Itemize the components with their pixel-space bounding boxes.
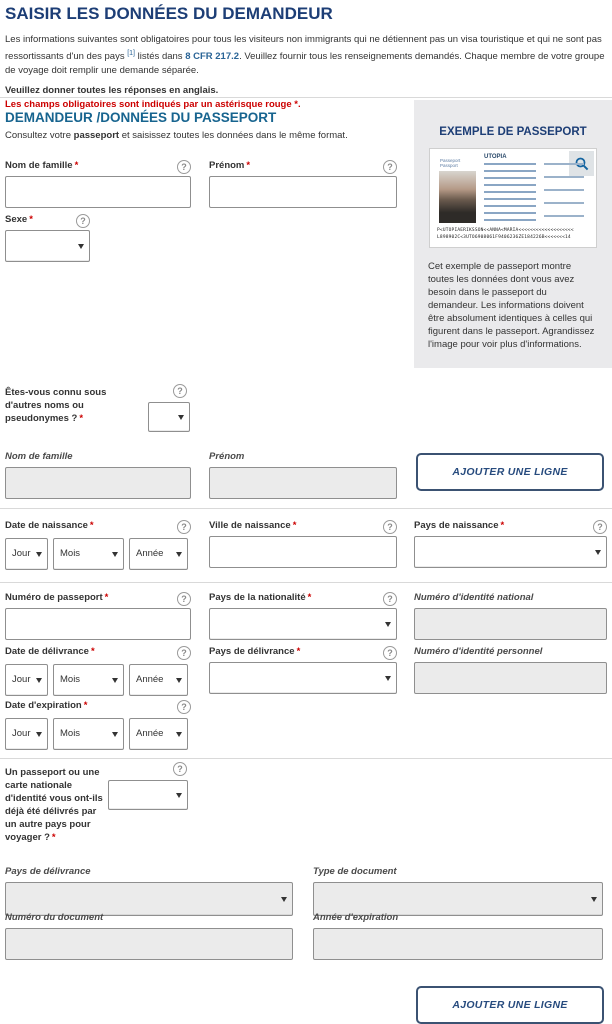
- chevron-down-icon: [591, 897, 597, 902]
- passport-sample-image[interactable]: [429, 148, 597, 248]
- expiration-date-field: [5, 700, 191, 714]
- subtitle-bold: passeport: [73, 130, 120, 141]
- dob-month-select[interactable]: Mois: [53, 538, 124, 570]
- passport-detail-lines: [484, 163, 536, 221]
- note-required: Les champs obligatoires sont indiqués par un astérisque rouge *.: [5, 99, 301, 111]
- issuance-day-select[interactable]: Jour: [5, 664, 48, 696]
- surname-field: [5, 160, 191, 208]
- intro-part2: listés dans: [135, 51, 186, 63]
- cfr-link[interactable]: 8 CFR 217.2: [185, 51, 240, 63]
- help-icon[interactable]: ?: [173, 384, 187, 398]
- separator: [0, 97, 612, 98]
- sex-field: [5, 214, 90, 262]
- alias-question-label: Êtes-vous connu sous d'autres noms ou pseudonymes ? *: [5, 387, 107, 424]
- intro-text: [5, 33, 607, 78]
- help-icon[interactable]: ?: [593, 520, 607, 534]
- document-number-label: Numéro du document: [5, 912, 104, 923]
- chevron-down-icon: [78, 244, 84, 249]
- surname-input[interactable]: [5, 176, 191, 208]
- help-icon[interactable]: ?: [383, 646, 397, 660]
- alias-given-name-label: Prénom: [209, 451, 245, 462]
- passport-number-input[interactable]: [5, 608, 191, 640]
- expiration-year-select[interactable]: Année: [129, 718, 188, 750]
- chevron-down-icon: [176, 793, 182, 798]
- help-icon[interactable]: ?: [383, 592, 397, 606]
- national-id-label: Numéro d'identité national: [414, 592, 534, 603]
- chevron-down-icon: [36, 732, 42, 737]
- country-of-birth-label: Pays de naissance *: [414, 520, 505, 531]
- dob-year-select[interactable]: Année: [129, 538, 188, 570]
- given-name-input[interactable]: [209, 176, 397, 208]
- separator: [0, 758, 612, 759]
- chevron-down-icon: [176, 678, 182, 683]
- document-expiration-year-input: [313, 928, 603, 960]
- help-icon[interactable]: ?: [177, 700, 191, 714]
- add-line-button[interactable]: AJOUTER UNE LIGNE: [416, 453, 604, 491]
- document-type-select: [313, 882, 603, 916]
- section-subtitle: [5, 130, 405, 141]
- given-name-label: Prénom *: [209, 160, 251, 171]
- alias-given-name-input: [209, 467, 397, 499]
- separator: [0, 508, 612, 509]
- alias-surname-input: [5, 467, 191, 499]
- surname-label: Nom de famille *: [5, 160, 79, 171]
- issuance-date-label: Date de délivrance *: [5, 646, 95, 657]
- chevron-down-icon: [176, 732, 182, 737]
- issuance-country-label: Pays de délivrance *: [209, 646, 301, 657]
- chevron-down-icon: [595, 550, 601, 555]
- document-type-label: Type de document: [313, 866, 397, 877]
- footnote-ref[interactable]: [1]: [127, 50, 136, 57]
- chevron-down-icon: [385, 622, 391, 627]
- add-line-button[interactable]: AJOUTER UNE LIGNE: [416, 986, 604, 1024]
- chevron-down-icon: [385, 676, 391, 681]
- subtitle-part1: Consultez votre: [5, 130, 74, 141]
- dob-day-select[interactable]: Jour: [5, 538, 48, 570]
- other-document-question-label: Un passeport ou une carte nationale d'identité vous ont-ils déjà été délivrés par un autre pays pour voyager ? *: [5, 767, 103, 843]
- passport-detail-lines: [544, 163, 584, 221]
- nationality-select[interactable]: [209, 608, 397, 640]
- nationality-label: Pays de la nationalité *: [209, 592, 312, 603]
- document-expiration-year-label: Année d'expiration: [313, 912, 399, 923]
- nationality-field: [209, 592, 397, 640]
- alias-surname-label: Nom de famille: [5, 451, 73, 462]
- chevron-down-icon: [178, 415, 184, 420]
- passport-number-label: Numéro de passeport *: [5, 592, 109, 603]
- example-description: Cet exemple de passeport montre toutes les données dont vous avez besoin dans le passeport du demandeur. Les informations doivent être absolument identiques à celles qui figurent dans le passeport. Agrandissez l'image pour voir plus d'informations.: [428, 261, 595, 350]
- expiration-day-select[interactable]: Jour: [5, 718, 48, 750]
- expiration-date-label: Date d'expiration *: [5, 700, 88, 711]
- chevron-down-icon: [176, 552, 182, 557]
- national-id-input: [414, 608, 607, 640]
- city-of-birth-field: [209, 520, 397, 568]
- city-of-birth-input[interactable]: [209, 536, 397, 568]
- help-icon[interactable]: ?: [177, 160, 191, 174]
- passport-mrz: P<UTOPIAERIKSSON<<ANNA<MARIA<<<<<<<<<<<<<<<<<<< L898902C<3UTO6908061F9406236ZE184226B<<<<<<<14: [437, 228, 574, 240]
- separator: [0, 582, 612, 583]
- example-panel-title: EXEMPLE DE PASSEPORT: [439, 126, 587, 138]
- date-of-birth-field: [5, 520, 191, 534]
- chevron-down-icon: [112, 678, 118, 683]
- page-header: [5, 4, 607, 111]
- issuance-country-select[interactable]: [209, 662, 397, 694]
- passport-number-field: [5, 592, 191, 640]
- issuance-date-field: [5, 646, 191, 660]
- issuance-year-select[interactable]: Année: [129, 664, 188, 696]
- help-icon[interactable]: ?: [383, 160, 397, 174]
- help-icon[interactable]: ?: [173, 762, 187, 776]
- other-issuance-country-select: [5, 882, 293, 916]
- country-of-birth-field: [414, 520, 607, 568]
- country-of-birth-select[interactable]: [414, 536, 607, 568]
- help-icon[interactable]: ?: [177, 646, 191, 660]
- help-icon[interactable]: ?: [383, 520, 397, 534]
- other-issuance-country-label: Pays de délivrance: [5, 866, 91, 877]
- intro-part3: . Veuillez fournir tous les renseignements demandés. Chaque membre de votre groupe de voyage doit remplir une demande séparée.: [5, 51, 605, 77]
- passport-photo: [439, 171, 476, 223]
- sex-select[interactable]: [5, 230, 90, 262]
- national-id-field: [414, 592, 607, 640]
- issuance-month-select[interactable]: Mois: [53, 664, 124, 696]
- personal-id-input: [414, 662, 607, 694]
- alias-select[interactable]: [148, 402, 190, 432]
- page-title: SAISIR LES DONNÉES DU DEMANDEUR: [5, 4, 333, 23]
- given-name-field: [209, 160, 397, 208]
- help-icon[interactable]: ?: [76, 214, 90, 228]
- city-of-birth-label: Ville de naissance *: [209, 520, 297, 531]
- chevron-down-icon: [112, 732, 118, 737]
- expiration-month-select[interactable]: Mois: [53, 718, 124, 750]
- passport-data-section: [5, 110, 405, 141]
- help-icon[interactable]: ?: [177, 520, 191, 534]
- chevron-down-icon: [36, 678, 42, 683]
- note-english: Veuillez donner toutes les réponses en anglais.: [5, 85, 219, 97]
- issuance-country-field: [209, 646, 397, 694]
- sex-label: Sexe *: [5, 214, 33, 225]
- other-document-select[interactable]: [108, 780, 188, 810]
- passport-doc-label: Passeport Passport: [440, 158, 461, 168]
- passport-country: UTOPIA: [484, 154, 507, 160]
- intro-part1: Les informations suivantes sont obligatoires pour tous les visiteurs non immigrants qui ne détiennent pas un visa touristique et qui ne sont pas ressortissants d'un des pays: [5, 34, 602, 63]
- date-of-birth-label: Date de naissance *: [5, 520, 94, 531]
- personal-id-field: [414, 646, 607, 694]
- chevron-down-icon: [112, 552, 118, 557]
- personal-id-label: Numéro d'identité personnel: [414, 646, 543, 657]
- document-number-input: [5, 928, 293, 960]
- section-title: DEMANDEUR /DONNÉES DU PASSEPORT: [5, 110, 277, 125]
- chevron-down-icon: [36, 552, 42, 557]
- chevron-down-icon: [281, 897, 287, 902]
- passport-example-panel: [414, 100, 612, 368]
- subtitle-part2: et saisissez toutes les données dans le même format.: [119, 130, 348, 141]
- help-icon[interactable]: ?: [177, 592, 191, 606]
